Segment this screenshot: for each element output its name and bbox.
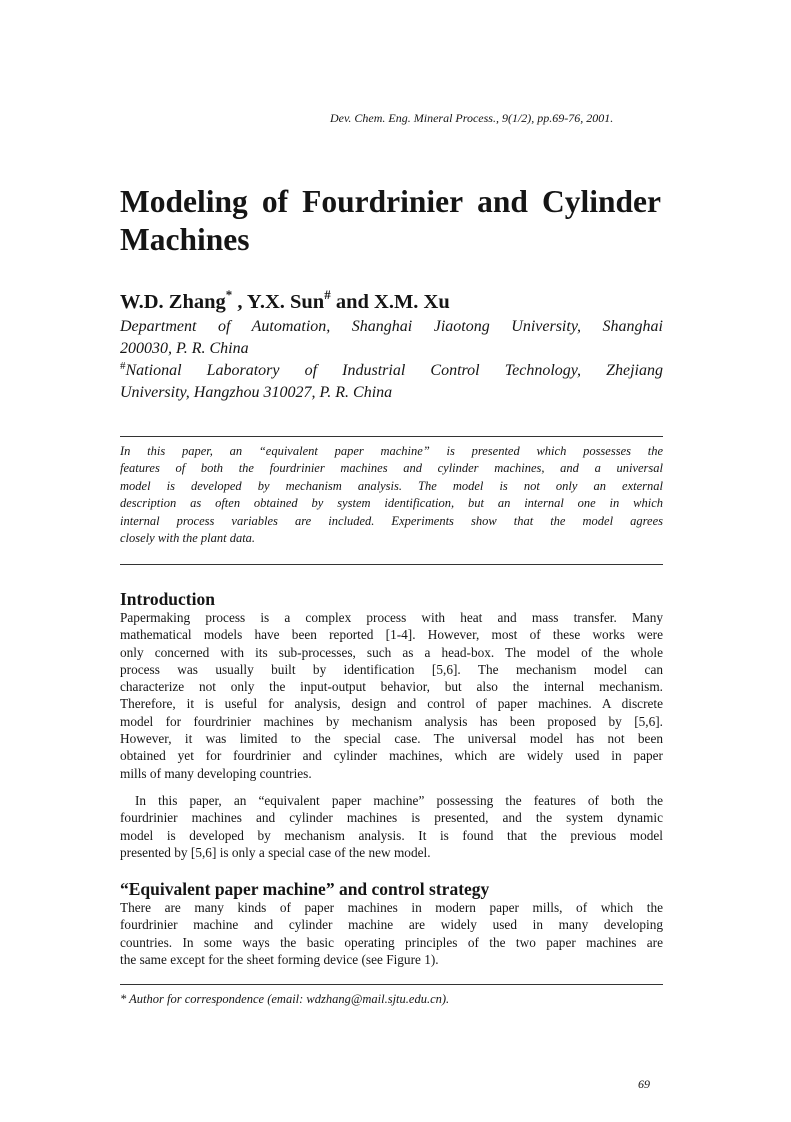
text-line: obtained yet for fourdrinier and cylinder machines, which are widely used in paper [120, 748, 663, 764]
abstract [120, 443, 663, 547]
abstract-line: features of both the fourdrinier machines and cylinder machines, and a universal [120, 461, 663, 476]
text-line: characterize not only the input-output behavior, but also the internal mechanism. [120, 679, 663, 695]
footnote-rule [120, 984, 663, 985]
author-name: W.D. Zhang [120, 291, 226, 313]
journal-reference: Dev. Chem. Eng. Mineral Process., 9(1/2), pp.69-76, 2001. [330, 111, 614, 125]
abstract-line: internal process variables are included. Experiments show that the model agrees [120, 513, 663, 528]
introduction-paragraph-2 [120, 792, 663, 861]
affiliation-1 [120, 316, 663, 360]
text-line: model for fourdrinier machines by mechanism analysis has been proposed by [5,6]. [120, 713, 663, 729]
title-word: Modeling [120, 184, 248, 219]
author-name: X.M. Xu [374, 291, 450, 313]
author-separator: , [232, 291, 247, 313]
author-name: Y.X. Sun [246, 291, 325, 313]
text-line: Papermaking process is a complex process with heat and mass transfer. Many [120, 610, 663, 625]
affiliation-line: 200030, P. R. China [120, 340, 249, 357]
section-heading-equivalent-paper-machine: “Equivalent paper machine” and control strategy [120, 879, 490, 899]
text-line: Therefore, it is useful for analysis, design and control of paper machines. A discrete [120, 696, 663, 712]
author-separator: and [330, 291, 375, 313]
affiliation-2 [120, 360, 663, 404]
paper-title [120, 183, 661, 259]
abstract-top-rule [120, 436, 663, 437]
text-line: mills of many developing countries. [120, 765, 312, 781]
text-line: However, it was limited to the special case. The universal model has not been [120, 731, 663, 747]
text-line: countries. In some ways the basic operating principles of the two paper machines are [120, 934, 663, 950]
title-line-1 [120, 183, 661, 221]
abstract-line: In this paper, an “equivalent paper machine” is presented which possesses the [120, 444, 663, 458]
abstract-bottom-rule [120, 564, 663, 565]
title-word: of [261, 184, 289, 219]
text-line: presented by [5,6] is only a special case of the new model. [120, 844, 431, 860]
text-line: the same except for the sheet forming device (see Figure 1). [120, 951, 439, 967]
text-line: In this paper, an “equivalent paper machine” possessing the features of both the [135, 793, 663, 808]
author-list [120, 287, 450, 314]
introduction-paragraph-1 [120, 609, 663, 782]
title-word: and [477, 184, 528, 219]
section2-paragraph-1 [120, 899, 663, 968]
abstract-line: description as often obtained by system identification, but an internal one in which [120, 496, 663, 511]
text-line: fourdrinier machine and cylinder machine are widely used in many developing [120, 917, 663, 933]
correspondence-mark: * [225, 287, 233, 302]
abstract-line: closely with the plant data. [120, 531, 256, 546]
text-line: mathematical models have been reported [1-4]. However, most of these works were [120, 627, 663, 643]
title-word: Cylinder [541, 184, 661, 219]
correspondence-footnote: * Author for correspondence (email: wdzhang@mail.sjtu.edu.cn). [120, 992, 450, 1006]
title-word: Fourdrinier [302, 184, 464, 219]
text-line: process was usually built by identification [5,6]. The mechanism model can [120, 661, 663, 677]
affiliation-line: Department of Automation, Shanghai Jiaotong University, Shanghai [120, 318, 663, 335]
abstract-line: model is developed by mechanism analysis. The model is not only an external [120, 478, 663, 493]
affiliation-mark: # [120, 360, 126, 372]
page-number: 69 [638, 1077, 650, 1091]
text-line: There are many kinds of paper machines in modern paper mills, of which the [120, 900, 663, 915]
section-heading-introduction: Introduction [120, 589, 215, 609]
affiliation-line: #National Laboratory of Industrial Control Technology, Zhejiang [120, 360, 663, 379]
affiliation-mark: # [324, 287, 331, 302]
title-line-2: Machines [120, 222, 250, 257]
text-line: fourdrinier machines and cylinder machines is presented, and the system dynamic [120, 810, 663, 826]
text-line: only concerned with its sub-processes, such as a head-box. The model of the whole [120, 644, 663, 660]
text-line: model is developed by mechanism analysis. It is found that the previous model [120, 827, 663, 843]
affiliation-line: University, Hangzhou 310027, P. R. China [120, 384, 393, 401]
